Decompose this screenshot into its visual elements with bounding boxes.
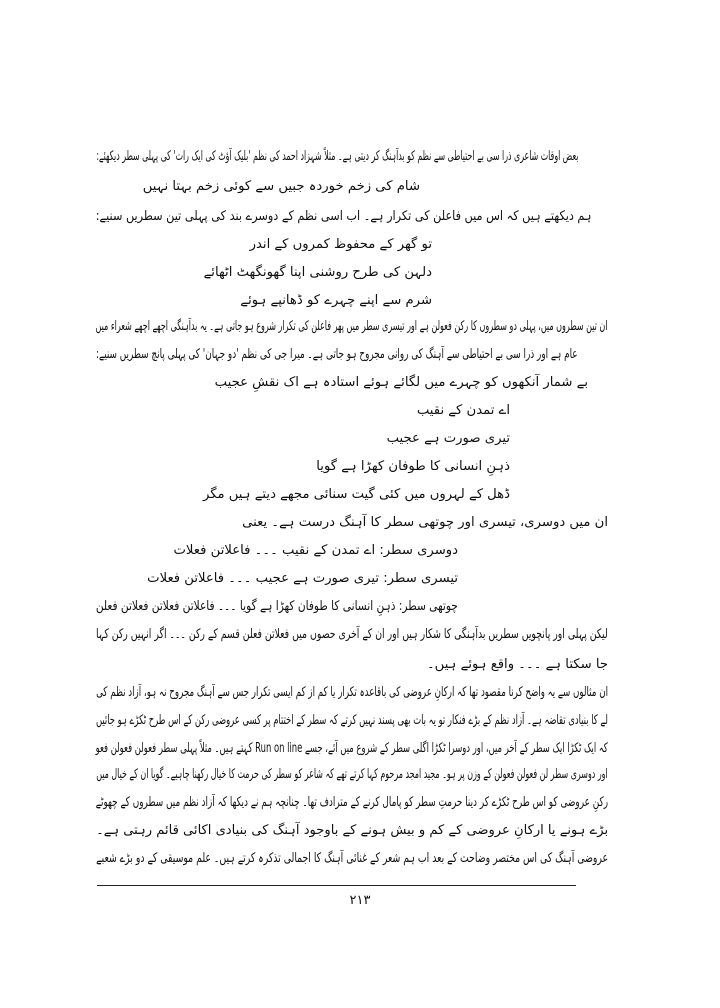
text-line: لے کا بنیادی تقاضہ ہے۔ آزاد نظم کے بڑے فنکار تو یہ بات بھی پسند نہیں کرتے کہ سطر کے اختتام پر کسی عروضی رکن کے اس طرح ٹکڑے ہو جائیں (96, 713, 608, 728)
footer-rule (97, 885, 576, 886)
text-line: کہ ایک ٹکڑا ایک سطر کے آخر میں، اور دوسرا ٹکڑا اگلی سطر کے شروع میں آئے، جسے Run on line کہتے ہیں۔ مثلاً پہلی سطر فعولن فعولن فعو (95, 741, 608, 756)
text-line: چوتھی سطر: ذہنِ انسانی کا طوفان کھڑا ہے گویا ۔۔۔ فاعلاتن فعلاتن فعلاتن فعلن (95, 599, 458, 614)
text-line: بعض اوقات شاعری ذرا سی بے احتیاطی سے نظم کو بدآہنگ کر دیتی ہے۔ مثلاً شہزاد احمد کی نظم 'بلیک آؤٹ کی ایک رات' کی پہلی سطر دیکھئے: (95, 149, 578, 164)
text-line: شام کی زخم خوردہ جبیں سے کوئی زخم بہتا نہیں (142, 179, 420, 194)
text-line: لیکن پہلی اور پانچویں سطریں بدآہنگی کا شکار ہیں اور ان کے آخری حصوں میں فعلاتن فعلن قسم کے رکن ۔۔۔ اگر انہیں رکن کہا (96, 627, 608, 642)
text-line: ہم دیکھتے ہیں کہ اس میں فاعلن کی تکرار ہے۔ اب اسی نظم کے دوسرے بند کی پہلی تین سطریں سنیے: (96, 209, 592, 224)
text-line: ذہنِ انسانی کا طوفان کھڑا ہے گویا (316, 459, 510, 474)
text-line: دلہن کی طرح روشنی اپنا گھونگھٹ اٹھائے (203, 265, 432, 280)
text-line: اے تمدن کے نقیب (416, 403, 510, 418)
text-line: عروضی آہنگ کی اس مختصر وضاحت کے بعد اب ہم شعر کے غنائی آہنگ کا اجمالی تذکرہ کرتے ہیں۔ علم موسیقی کے دو بڑے شعبے (96, 851, 608, 866)
text-line: ان مثالوں سے یہ واضح کرنا مقصود تھا کہ ارکانِ عروضی کی باقاعدہ تکرار یا کم از کم ایسی تکرار جس سے آہنگ مجروح نہ ہو، آزاد نظم کی (96, 685, 608, 700)
text-line: دوسری سطر: اے تمدن کے نقیب ۔۔۔ فاعلاتن فعلات (173, 543, 458, 558)
text-line: اور دوسری سطر لن فعولن فعولن کے وزن پر ہو۔ مجید امجد مرحوم کہا کرتے تھے کہ شاعر کو سطر کی حرمت کا خیال رکھنا چاہیے۔ گویا ان کے خیال میں (96, 767, 608, 782)
text-line: عام ہے اور ذرا سی بے احتیاطی سے آہنگ کی روانی مجروح ہو جاتی ہے۔ میرا جی کی نظم 'دو جہان' کی پہلی پانچ سطریں سنیے: (96, 347, 578, 362)
text-line: رکنِ عروضی کو اس طرح ٹکڑے کر دینا حرمتِ سطر کو پامال کرنے کے مترادف تھا۔ چنانچہ ہم نے دیکھا کہ آزاد نظم میں سطروں کے چھوٹے (95, 795, 608, 810)
text-line: تیسری سطر: تیری صورت ہے عجیب ۔۔۔ فاعلاتن فعلات (147, 571, 458, 586)
text-line: بڑے ہونے یا ارکانِ عروضی کے کم و بیش ہونے کے باوجود آہنگ کی بنیادی اکائی قائم رہتی ہے۔ (96, 823, 608, 838)
text-line: تیری صورت ہے عجیب (386, 431, 510, 446)
text-line: تو گھر کے محفوظ کمروں کے اندر (249, 237, 432, 252)
text-line: ڈھل کے لہروں میں کئی گیت سنائی مجھے دیتے ہیں مگر (202, 487, 510, 502)
text-line: جا سکتا ہے ۔۔۔ واقع ہوئے ہیں۔ (426, 657, 608, 672)
text-line: شرم سے اپنے چہرے کو ڈھانپے ہوئے (240, 293, 432, 308)
page-number: ۲۱۳ (349, 893, 371, 908)
text-line: ان تین سطروں میں، پہلی دو سطروں کا رکن فعولن ہے اور تیسری سطر میں پھر فاعلن کی تکرار شروع ہو جاتی ہے۔ یہ بدآہنگی اچھے اچھے شعراء میں (95, 319, 608, 334)
text-line: ان میں دوسری، تیسری اور چوتھی سطر کا آہنگ درست ہے۔ یعنی (242, 515, 608, 530)
text-line: بے شمار آنکھوں کو چہرے میں لگائے ہوئے استادہ ہے اک نقشِ عجیب (214, 375, 588, 390)
